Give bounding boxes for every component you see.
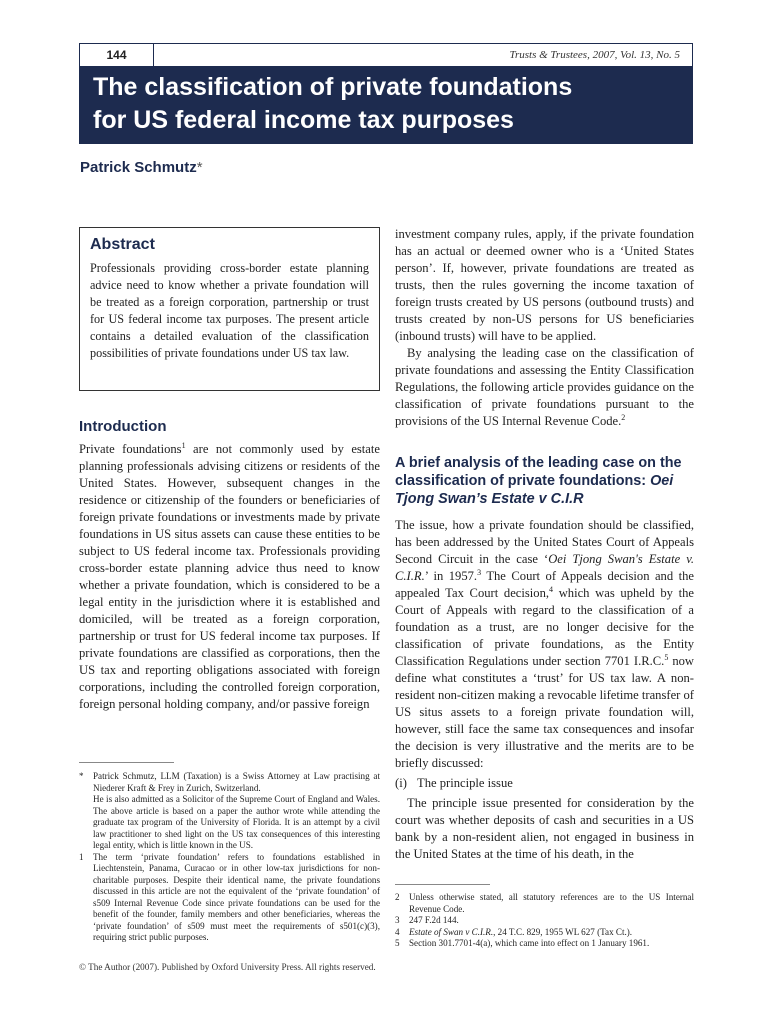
text-run: Private foundations — [79, 442, 182, 456]
text-run: ’ in 1957. — [424, 569, 478, 583]
footnote-ref-2[interactable]: 2 — [621, 412, 626, 422]
footnote-marker: 4 — [395, 926, 400, 937]
author-name: Patrick Schmutz — [80, 159, 197, 176]
footnote-text: The term ‘private foundation’ refers to foundations established in Liechtenstein, Panama, Curacao or in other low-tax jurisdictions for non-charitable purposes. Despite their identical name, the private foundations discussed in this article are not the equivalent of the ‘private foundation’ of s509 Internal Revenue Code since private foundations can be used for the benefit of the founder, family members and other beneficiaries, whereas the ‘private foundation’ of s509 must meet the requirements of s501(c)(3), requiring strict public purposes. — [93, 851, 380, 942]
introduction-paragraph-3 — [395, 345, 694, 430]
author-byline — [80, 159, 203, 176]
introduction-paragraph-2: investment company rules, apply, if the private foundation has an actual or deemed owner who is a ‘United States person’. If, however, private foundations are treated as trusts, then the rules governing the income taxation of foreign trusts created by US persons (outbound trusts) and trusts created by non-US persons for US beneficiaries (inbound trusts) will have to be applied. — [395, 227, 694, 343]
footnote-text: 247 F.2d 144. — [409, 915, 459, 925]
text-run: By analysing the leading case on the classification of private foundations and assessing the Entity Classification Regulations, the following article provides guidance on the classification of private foundations pursuant to the provisions of the US Internal Revenue Code. — [395, 346, 694, 428]
introduction-body-left — [79, 441, 380, 713]
abstract-text: Professionals providing cross-border estate planning advice need to know whether a private foundation will be treated as a foreign corporation, partnership or trust for US federal income tax purposes. The present article contains a detailed evaluation of the classification possibilities of private foundations under US tax law. — [90, 261, 369, 360]
introduction-paragraph-1 — [79, 441, 380, 713]
copyright-notice: © The Author (2007). Published by Oxford University Press. All rights reserved. — [79, 962, 376, 972]
author-footnote-marker: * — [196, 159, 203, 176]
footnote-marker: 5 — [395, 938, 400, 948]
text-run: are not commonly used by estate planning professionals advising citizens or residents of the United States. However, subsequent changes in the residence or citizenship of the founders or beneficiaries of foreign private foundations or investments made by private foundations in US situs assets can cause these entities to be subject to US federal income tax. Professionals providing cross-border estate planning advice thus need to know whether a private foundation, which is considered to be a legal entity in the jurisdiction where it is established and domiciled, will be treated as a foreign corporation, partnership or trust for US federal income tax purposes. If private foundations are classified as corporations, then the US tax and reporting obligations associated with foreign corporations, including the controlled foreign corporation, foreign personal holding company, and/or passive foreign — [79, 442, 380, 711]
footnote-ref-4[interactable]: 4 — [549, 584, 554, 594]
footnote-2 — [395, 892, 694, 915]
footnote-author-continued: He is also admitted as a Solicitor of the Supreme Court of England and Wales. The above article is based on a paper the author wrote while attending the graduate tax program of the University of Florida. It is an attempt by a civil law practitioner to shed light on the US tax consequences of this interesting legal entity, which is little known in the US. — [93, 794, 380, 850]
footnote-text: Unless otherwise stated, all statutory references are to the US Internal Revenue Code. — [409, 892, 694, 914]
title-line-2: for US federal income tax purposes — [93, 106, 514, 134]
footnote-marker: 1 — [79, 851, 84, 862]
footnote-marker: 2 — [395, 892, 400, 902]
case-name: Estate of Swan v C.I.R. — [409, 926, 494, 937]
footnote-text: Patrick Schmutz, LLM (Taxation) is a Swiss Attorney at Law practising at Niederer Kraft & Frey in Zurich, Switzerland. — [93, 771, 380, 793]
subheading-principle-issue — [395, 774, 694, 792]
footnote-3 — [395, 915, 694, 927]
footnote-1 — [79, 852, 380, 944]
footnote-divider-left — [79, 762, 174, 763]
section-paragraph-2: The principle issue presented for consideration by the court was whether deposits of cash and securities in a US bank by a non-resident alien, not engaged in business in the United States at the time of his death, in the — [395, 796, 694, 861]
running-header — [79, 43, 693, 67]
right-column — [395, 226, 694, 430]
subheading-text: The principle issue — [417, 776, 513, 790]
footnote-marker: * — [79, 771, 84, 781]
section-heading — [395, 454, 695, 508]
footnote-author — [79, 771, 380, 794]
footnote-marker: 3 — [395, 915, 400, 925]
page-number: 144 — [80, 44, 154, 66]
footnote-5 — [395, 938, 694, 950]
footnote-text: , 24 T.C. 829, 1955 WL 627 (Tax Ct.). — [493, 926, 633, 937]
journal-issue: , 2007, Vol. 13, No. 5 — [587, 49, 680, 61]
abstract-box — [79, 227, 380, 391]
case-name: Oei Tjong Swan's Estate v. C.I.R. — [395, 552, 694, 583]
subheading-number: (i) — [395, 776, 407, 790]
section-heading-text: A brief analysis of the leading case on the classification of private foundations: — [395, 455, 682, 489]
title-line-1: The classification of private foundations — [93, 73, 573, 101]
footnote-text: Section 301.7701-4(a), which came into effect on 1 January 1961. — [409, 938, 650, 948]
introduction-heading: Introduction — [79, 418, 167, 435]
footnote-ref-5[interactable]: 5 — [664, 652, 669, 662]
section-heading-case: Oei Tjong Swan’s Estate v C.I.R — [395, 473, 674, 507]
footnotes-left — [79, 771, 380, 944]
text-run: The Court of Appeals decision and the appealed Tax Court decision, — [395, 569, 695, 600]
journal-citation — [509, 44, 680, 66]
text-run: now define what constitutes a ‘trust’ for US tax law. A non-resident non-citizen making a revocable lifetime transfer of US situs assets to a foreign private foundation will, however, still face the same tax consequences and insofar the decision is very illustrative and the merits are to be briefly discussed: — [395, 654, 695, 770]
section-paragraph-1 — [395, 517, 694, 772]
section-body — [395, 517, 694, 863]
footnote-ref-3[interactable]: 3 — [477, 567, 482, 577]
footnotes-right — [395, 892, 694, 950]
text-run: which was upheld by the Court of Appeals with regard to the classification of a foundation as a trust, are no longer decisive for the classification of private foundations, as the Entity Classification Regulations under section 7701 I.R.C. — [395, 586, 694, 668]
footnote-ref-1[interactable]: 1 — [181, 440, 186, 450]
abstract-heading: Abstract — [90, 236, 155, 253]
article-title — [79, 66, 693, 144]
footnote-divider-right — [395, 884, 490, 885]
text-run: The issue, how a private foundation should be classified, has been addressed by the United States Court of Appeals Second Circuit in the case ‘ — [395, 518, 694, 566]
footnote-4 — [395, 927, 694, 939]
journal-name: Trusts & Trustees — [509, 49, 588, 61]
